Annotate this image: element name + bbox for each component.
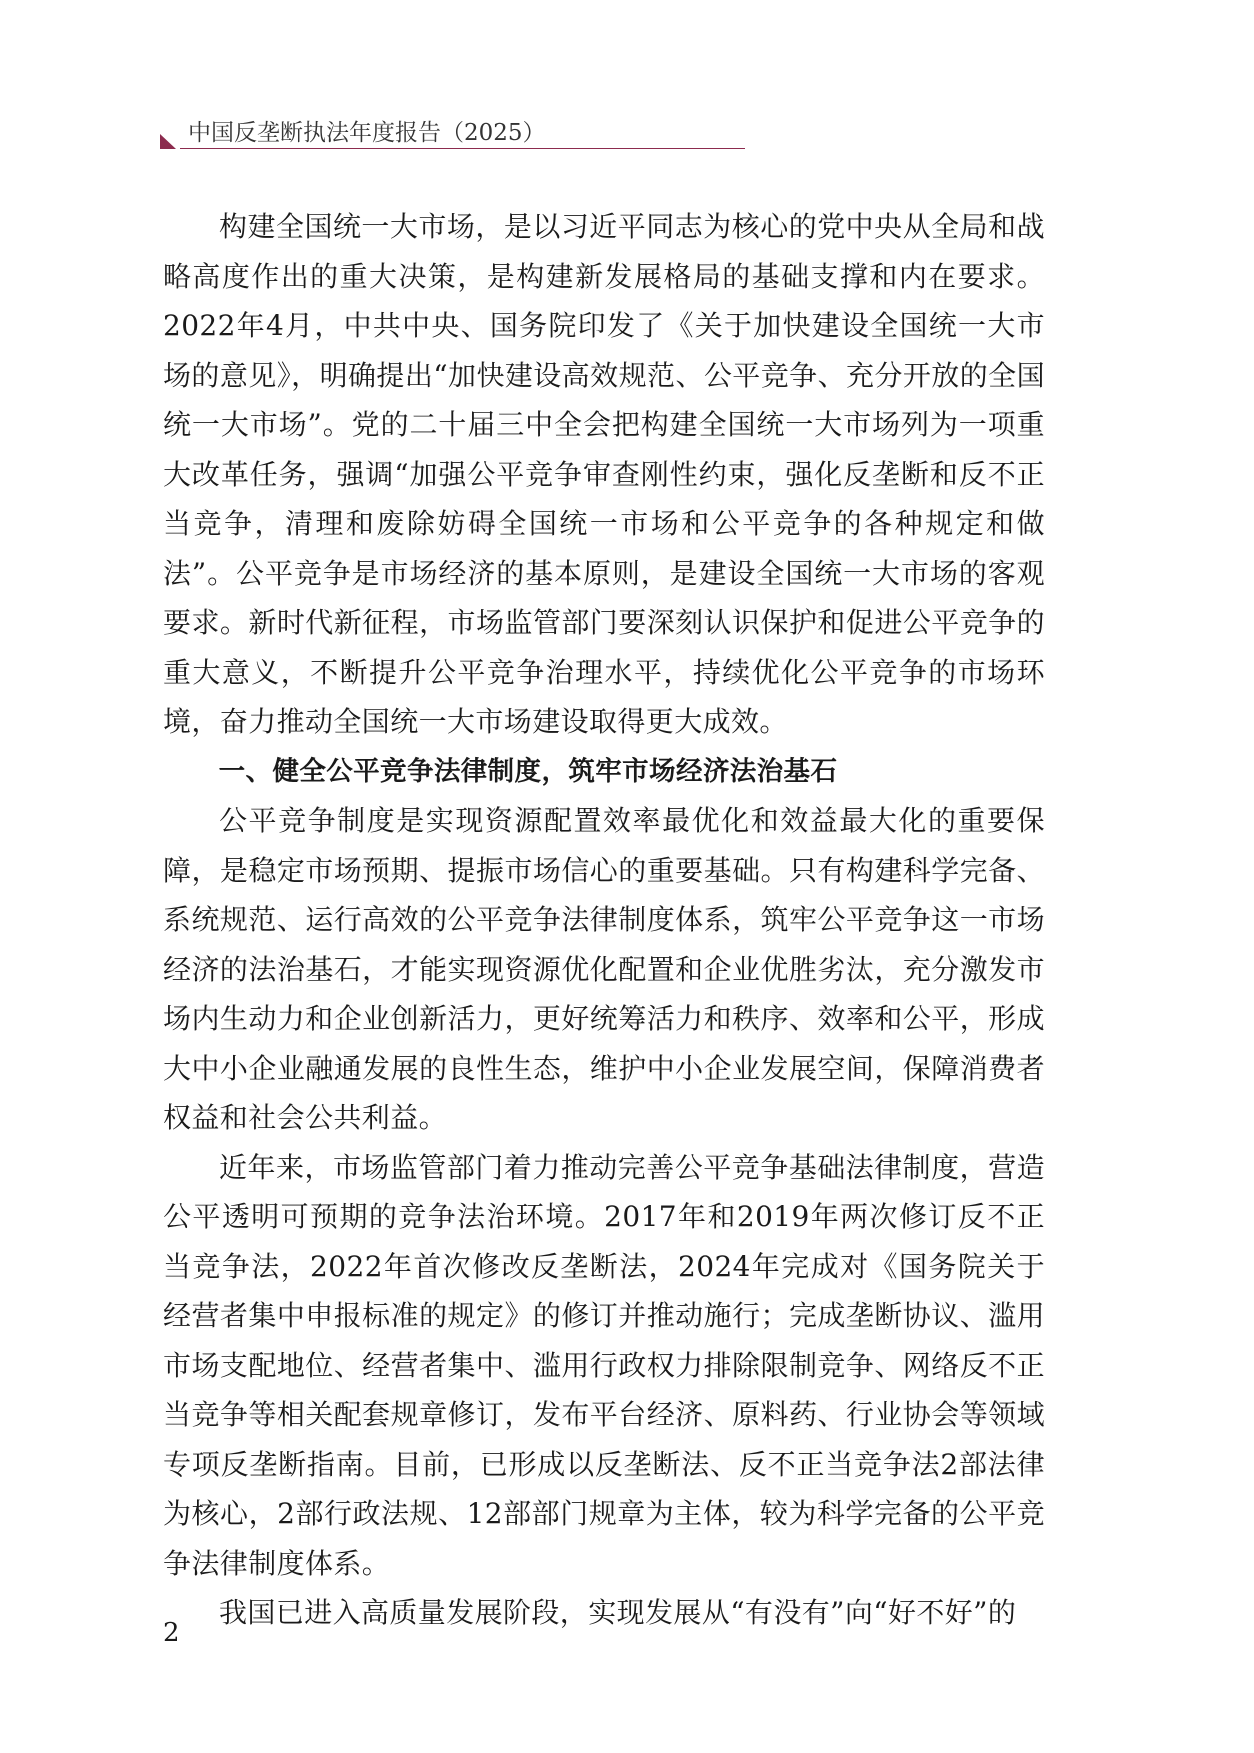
header-divider xyxy=(180,148,745,149)
page-body xyxy=(163,202,1045,1638)
paragraph-fair-competition-system: 公平竞争制度是实现资源配置效率最优化和效益最大化的重要保障，是稳定市场预期、提振市场信心的重要基础。只有构建科学完备、系统规范、运行高效的公平竞争法律制度体系，筑牢公平竞争这一市场经济的法治基石，才能实现资源优化配置和企业优胜劣汰，充分激发市场内生动力和企业创新活力，更好统筹活力和秩序、效率和公平，形成大中小企业融通发展的良性生态，维护中小企业发展空间，保障消费者权益和社会公共利益。 xyxy=(163,804,1045,1134)
paragraph-intro: 构建全国统一大市场，是以习近平同志为核心的党中央从全局和战略高度作出的重大决策，是构建新发展格局的基础支撑和内在要求。2022年4月，中共中央、国务院印发了《关于加快建设全国统一大市场的意见》，明确提出“加快建设高效规范、公平竞争、充分开放的全国统一大市场”。党的二十届三中全会把构建全国统一大市场列为一项重大改革任务，强调“加强公平竞争审查刚性约束，强化反垄断和反不正当竞争，清理和废除妨碍全国统一市场和公平竞争的各种规定和做法”。公平竞争是市场经济的基本原则，是建设全国统一大市场的客观要求。新时代新征程，市场监管部门要深刻认识保护和促进公平竞争的重大意义，不断提升公平竞争治理水平，持续优化公平竞争的市场环境，奋力推动全国统一大市场建设取得更大成效。 xyxy=(163,210,1045,738)
paragraph-high-quality-development: 我国已进入高质量发展阶段，实现发展从“有没有”向“好不好”的 xyxy=(219,1596,1017,1629)
section-heading: 一、健全公平竞争法律制度，筑牢市场经济法治基石 xyxy=(218,755,838,787)
header-title: 中国反垄断执法年度报告（2025） xyxy=(188,120,546,146)
header-triangle-mark xyxy=(160,134,176,149)
running-header xyxy=(160,112,745,152)
paragraph-recent-years: 近年来，市场监管部门着力推动完善公平竞争基础法律制度，营造公平透明可预期的竞争法治环境。2017年和2019年两次修订反不正当竞争法，2022年首次修改反垄断法，2024年完成对《国务院关于经营者集中申报标准的规定》的修订并推动施行；完成垄断协议、滥用市场支配地位、经营者集中、滥用行政权力排除限制竞争、网络反不正当竞争等相关配套规章修订，发布平台经济、原料药、行业协会等领域专项反垄断指南。目前，已形成以反垄断法、反不正当竞争法2部法律为核心，2部行政法规、12部部门规章为主体，较为科学完备的公平竞争法律制度体系。 xyxy=(163,1150,1045,1580)
page-number: 2 xyxy=(163,1618,180,1648)
